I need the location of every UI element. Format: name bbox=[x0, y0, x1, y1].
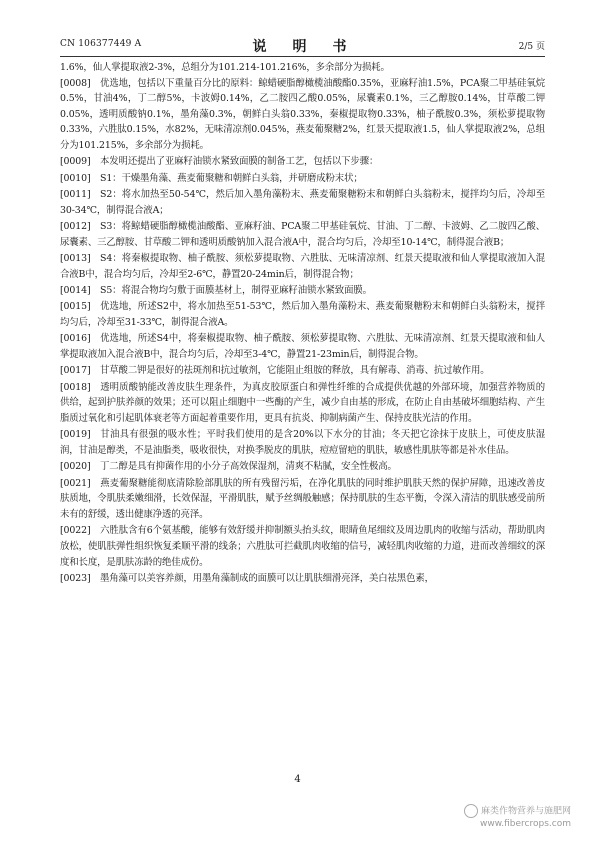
paragraph-number: [0014] bbox=[60, 285, 91, 297]
paragraph-number: [0009] bbox=[60, 156, 91, 168]
paragraph-number: [0017] bbox=[60, 365, 91, 377]
paragraph-text: 本发明还提出了亚麻籽油锁水紧致面膜的制备工艺，包括以下步骤： bbox=[100, 156, 379, 168]
paragraph-text: 优选地，包括以下重量百分比的原料：鲸蜡硬脂醇橄榄油酸酯0.35%，亚麻籽油1.5%，PCA聚二甲基硅氧烷0.5%，甘油4%，丁二醇5%，卡波姆0.14%，乙二胺四乙酸0.05%，尿囊素0.1%，三乙醇胺0.14%，甘草酸二钾0.05%，透明质酸钠0.1%，墨角藻0.3%，朝鲜白头翁0.33%，秦椒提取物0.33%，柚子酰胺0.3%，须松萝提取物0.33%，六胜肽0.15%，水82%，无味清凉剂0.045%，燕麦葡聚糖2%，红景天提取液1.5，仙人掌提取液2%，总组分为101.215%，多余部分为损耗。 bbox=[60, 77, 545, 151]
paragraph-text: S1：干燥墨角藻、燕麦葡聚糖和朝鲜白头翁，并研磨成粉末状； bbox=[100, 172, 363, 184]
paragraph-number: [0023] bbox=[60, 572, 91, 584]
watermark-url: www.fibercrops.com bbox=[480, 819, 571, 829]
paragraph-text: S5：将混合物均匀敷于面膜基材上，制得亚麻籽油锁水紧致面膜。 bbox=[100, 285, 372, 297]
page-indicator: 2/5 页 bbox=[518, 42, 545, 52]
paragraph-text: 燕麦葡聚糖能彻底清除脸部肌肤的所有残留污垢，在净化肌肤的同时维护肌肤天然的保护屏障，迅速改善皮肤质地，令肌肤柔嫩细滑，长效保湿，平滑肌肤，赋予丝绸般触感；保持肌肤的生态平衡，令深入清洁的肌肤感受前所未有的舒缓，透出健康净透的亮泽。 bbox=[60, 477, 545, 520]
paragraph-text: S2：将水加热至50-54℃，然后加入墨角藻粉末、燕麦葡聚糖粉末和朝鲜白头翁粉末，搅拌均匀后，冷却至30-34℃，制得混合液A； bbox=[60, 189, 545, 216]
document-title: 说 明 书 bbox=[252, 39, 353, 55]
paragraph-number: [0015] bbox=[60, 301, 91, 313]
paragraph bbox=[60, 331, 545, 362]
paragraph-number: [0010] bbox=[60, 172, 91, 184]
paragraph bbox=[60, 476, 545, 523]
watermark-name: 麻类作物营养与施肥网 bbox=[464, 804, 571, 818]
patent-number: CN 106377449 A bbox=[60, 39, 142, 49]
paragraph bbox=[60, 154, 545, 170]
paragraph-text: 透明质酸钠能改善皮肤生理条件，为真皮胶原蛋白和弹性纤维的合成提供优越的外部环境，加强营养物质的供给，起到护肤养颜的效果；还可以阻止细胞中一些酶的产生，减少自由基的形成，在防止自由基破坏细胞结构、产生脂质过氧化和引起肌体衰老等方面起着重要作用，更具有抗炎、抑制病菌产生、保持皮肤光洁的作用。 bbox=[60, 381, 545, 425]
header-rule bbox=[60, 56, 545, 57]
paragraph-text: S3：将鲸蜡硬脂醇橄榄油酸酯、亚麻籽油、PCA聚二甲基硅氧烷、甘油、丁二醇、卡波姆、乙二胺四乙酸、尿囊素、三乙醇胺、甘草酸二钾和透明质酸钠加入混合液A中，混合均匀后，冷却至10-14℃，制得混合液B； bbox=[60, 221, 545, 248]
paragraph bbox=[60, 380, 545, 427]
paragraph-number: [0021] bbox=[60, 477, 91, 489]
paragraph-text: 甘草酸二钾是很好的祛斑剂和抗过敏剂，它能阻止组胺的释放，具有解毒、消毒、抗过敏作用。 bbox=[100, 365, 490, 377]
watermark bbox=[464, 804, 571, 830]
watermark-logo-icon bbox=[464, 804, 478, 818]
paragraph-text: S4：将秦椒提取物、柚子酰胺、须松萝提取物、六胜肽、无味清凉剂、红景天提取液和仙人掌提取液加入混合液B中，混合均匀后，冷却至2-6℃，静置20-24min后，制得混合物； bbox=[60, 253, 545, 280]
paragraph-list bbox=[60, 76, 545, 587]
paragraph-text: 优选地，所述S4中，将秦椒提取物、柚子酰胺、须松萝提取物、六胜肽、无味清凉剂、红景天提取液和仙人掌提取液加入混合液B中，混合均匀后，冷却至3-4℃，静置21-23min后，制得混合物。 bbox=[60, 333, 545, 361]
paragraph bbox=[60, 299, 545, 330]
paragraph-number: [0018] bbox=[60, 381, 91, 393]
paragraph-number: [0008] bbox=[60, 77, 91, 89]
paragraph-number: [0022] bbox=[60, 525, 91, 537]
paragraph-number: [0013] bbox=[60, 253, 91, 265]
paragraph-number: [0012] bbox=[60, 221, 91, 233]
paragraph-number: [0011] bbox=[60, 189, 91, 201]
document-body bbox=[60, 60, 545, 587]
page-number: 4 bbox=[294, 774, 301, 785]
paragraph-text: 优选地，所述S2中，将水加热至51-53℃，然后加入墨角藻粉末、燕麦葡聚糖粉末和朝鲜白头翁粉末，搅拌均匀后，冷却至31-33℃，制得混合液A。 bbox=[60, 301, 545, 329]
page-header bbox=[60, 36, 545, 54]
paragraph bbox=[60, 523, 545, 570]
paragraph bbox=[60, 427, 545, 458]
paragraph-number: [0020] bbox=[60, 461, 91, 473]
paragraph bbox=[60, 171, 545, 187]
paragraph bbox=[60, 187, 545, 218]
lead-text: 1.6%，仙人掌提取液2-3%，总组分为101.214-101.216%，多余部分为损耗。 bbox=[60, 62, 390, 73]
paragraph-text: 丁二醇是具有抑菌作用的小分子高效保湿剂，清爽不粘腻，安全性极高。 bbox=[100, 461, 397, 473]
paragraph-number: [0016] bbox=[60, 333, 91, 345]
paragraph bbox=[60, 251, 545, 282]
paragraph bbox=[60, 219, 545, 250]
paragraph bbox=[60, 571, 545, 587]
paragraph-number: [0019] bbox=[60, 429, 91, 441]
paragraph-text: 墨角藻可以美容养颜，用墨角藻制成的面膜可以让肌肤细滑亮泽，美白祛黑色素， bbox=[100, 572, 434, 584]
paragraph bbox=[60, 283, 545, 299]
paragraph-text: 六胜肽含有6个氨基酸，能够有效舒缓并抑制额头抬头纹，眼睛鱼尾细纹及周边肌肉的收缩与活动，帮助肌肉放松，使肌肤弹性组织恢复柔顺平滑的线条；六胜肽可拦截肌肉收缩的信号，减轻肌肉收缩的力道，进而改善细纹的深度和长度，是肌肤冻龄的绝佳成份。 bbox=[60, 525, 545, 568]
paragraph bbox=[60, 459, 545, 475]
paragraph bbox=[60, 76, 545, 154]
paragraph bbox=[60, 363, 545, 379]
paragraph-text: 甘油具有很强的吸水性；平时我们使用的是含20%以下水分的甘油；冬天把它涂抹于皮肤上，可使皮肤湿润，甘油是醇类，不是油脂类，吸收很快，对换季脱皮的肌肤，痘痘留疤的肌肤，敏感性肌肤等都是补水佳品。 bbox=[60, 429, 545, 457]
